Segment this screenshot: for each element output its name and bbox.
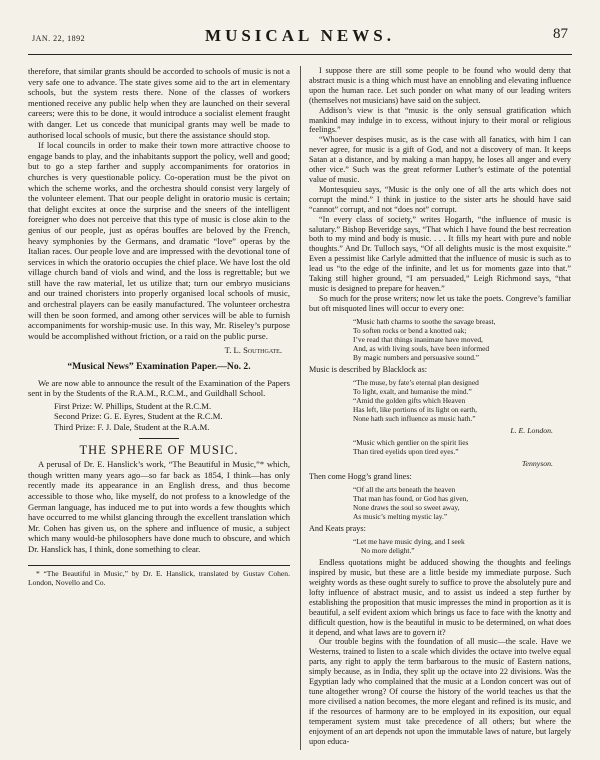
verse-line: No more delight.” — [361, 546, 415, 556]
verse-line: “Amid the golden gifts which Heaven — [353, 395, 466, 405]
right-column — [309, 66, 571, 750]
prize-item: First Prize: W. Phillips, Student at the R.C.M. — [54, 400, 212, 411]
article-paragraph: Endless quotations might be adduced showing the thoughts and feelings inspired by music, but these are a little beside my immediate purpose. Such weighty words as these ought surely to suffice to prove the absolutely pure and lofty influence of abstract music, and to assist us indeed a step further by establishing the proposition that music impresses the mind in proportion as it is beautiful, a self evident axiom which brings us face to face with the knotty and difficult question, how is the beautiful in music to be determined, on what does it depend, and what laws are to govern it? — [309, 558, 571, 637]
verse-line: As music’s melting mystic lay.” — [353, 512, 448, 522]
verse-tennyson — [353, 438, 571, 456]
footnote-rule — [28, 565, 290, 566]
verse-intro: Music is described by Blacklock as: — [309, 364, 428, 374]
article-paragraph: “Whoever despises music, as is the case with all fanatics, with him I can never agree, for music is a gift of God, and not a discovery of man. It keeps Satan at a distance, and by making a man happy, he loses all anger and every other vice.” Such was the great reformer Luther’s estimate of the potential value of music. — [309, 135, 571, 184]
article-paragraph: I suppose there are still some people to be found who would deny that abstract music is a thing which must have an ennobling and elevating influence upon the human race. Let such ponder on what many of our leading writers (themselves not musicians) have said on the subject. — [309, 66, 571, 105]
verse-line: “Music which gentlier on the spirit lies — [353, 438, 469, 448]
verse-attribution: L. E. London. — [510, 425, 553, 435]
verse-intro: Then come Hogg’s grand lines: — [309, 472, 412, 482]
article-paragraph: A perusal of Dr. E. Hanslick’s work, “The Beautiful in Music,”* which, though written many years ago—so far back as 1854, I think—has only recently made its appearance in an English dress, and thus become accessible to those who, like myself, do not profess to a knowledge of the German language, has induced me to put into words a few thoughts which have occurred to me whilst glancing through the excellent translation which Mr. Cohen has given us, on the sphere and influence of music, a subject which many would-be philosophers have done much to obscure, and which Dr. Hanslick has, I think, done something to clear. — [28, 459, 290, 554]
verse-line: By magic numbers and persuasive sound.” — [353, 352, 480, 362]
verse-line: Than tired eyelids upon tired eyes.” — [353, 447, 459, 457]
verse-line: To light, exalt, and humanise the mind.” — [353, 386, 472, 396]
article-title: THE SPHERE OF MUSIC. — [79, 442, 239, 457]
footnote: * “The Beautiful in Music,” by Dr. E. Hanslick, translated by Gustav Cohen. London, Novello and Co. — [28, 568, 290, 587]
verse-line: None hath such influence as music hath.” — [353, 413, 476, 423]
verse-line: I’ve read that things inanimate have moved, — [353, 334, 483, 344]
verse-congreve — [353, 317, 571, 362]
article-paragraph: Addison’s view is that “music is the only sensual gratification which mankind may indulge in to excess, without injury to their moral or religious feelings.” — [309, 105, 571, 135]
publication-title: MUSICAL NEWS. — [205, 26, 395, 45]
prize-list — [54, 401, 290, 433]
verse-line: “Let me have music dying, and I seek — [353, 537, 465, 547]
exam-heading: “Musical News” Examination Paper.—No. 2. — [67, 361, 251, 373]
verse-line: That man has found, or God has given, — [353, 494, 469, 504]
article-paragraph: Our trouble begins with the foundation of all music—the scale. Have we Westerns, trained to listen to a scale which divides the octave into twelve equal parts, any right to apply the term barbarous to the music of Eastern nations, simply because, as in India, they split up the octave into 22 divisions. Was the Egyptian lady who complained that the music at a London concert was out of tune altogether wrong? Of course the history of the world teaches us that the more civilised a nation becomes, the more elegant and refined is its music, and if the resources of harmony are to be employed in its exposition, our equal temperament system must take precedence of all others; but where the enjoyment of an art depends not upon the immutable laws of nature, but largely upon educa- — [309, 637, 571, 746]
verse-line: “Of all the arts beneath the heaven — [353, 485, 456, 495]
article-paragraph: therefore, that similar grants should be accorded to schools of music is not a very safe one to advance. The state gives some aid to the art in elementary schools, but the system rests there. None of the classes of workers mentioned receive any public help when they are launched on their several careers; were this to be done, it would introduce a socialist element fraught with danger. Let us concede that municipal grants may well be made to authorised local schools of music, but there the assistance should stop. — [28, 66, 290, 140]
verse-blacklock — [353, 378, 571, 423]
verse-hogg — [353, 485, 571, 521]
issue-date: JAN. 22, 1892 — [32, 34, 86, 43]
author-signature: T. L. Southgate. — [224, 345, 282, 356]
exam-intro: We are now able to announce the result of the Examination of the Papers sent in by the Students of the R.A.M., R.C.M., and Guildhall School. — [28, 377, 290, 399]
verse-line: To soften rocks or bend a knotted oak; — [353, 325, 467, 335]
verse-line: “The muse, by fate’s eternal plan designed — [353, 377, 479, 387]
verse-keats — [353, 537, 571, 555]
prize-item: Third Prize: F. J. Dale, Student at the R.A.M. — [54, 422, 210, 432]
left-column — [28, 66, 290, 750]
verse-intro: And Keats prays: — [309, 524, 366, 534]
article-paragraph: Montesquieu says, “Music is the only one of all the arts which does not corrupt the mind.” I think in justice to the sister arts he should have said “cannot” corrupt, and not “does not” corrupt. — [309, 184, 571, 214]
verse-attribution: Tennyson. — [521, 459, 553, 469]
page-header — [32, 22, 568, 52]
verse-line: Has left, like portions of its light on earth, — [353, 404, 477, 414]
page-number: 87 — [553, 26, 568, 42]
article-paragraph: If local councils in order to make their town more attractive choose to engage bands to play, and the inhabitants support the policy, well and good; but to go a step farther and supply accompaniments for oratorios in churches is very questionable policy. Co-operation must be the pivot on which the scheme works, and the orchestra should consist very largely of the volunteer element. That our people delight in oratorio music is certain; that delight excites at once the surprise and the sneers of the intelligent foreigner who does not perceive that this type of music is close akin to the genius of our people, just as opéras bouffes are beloved by the French, heavy symphonies by the Germans, and dramatic “love” operas by the Italian races. Our people love and are impressed with the devotional tone of services in which the oratorio occupies the chief place. We have lost the old village church band of viols and wind, and the loss is regrettable; but we still have the raw material, let us utilize that; turn our embryo musicians and our trained choristers into properly organised local schools of music, and orchestral players can be easily manufactured. The volunteer orchestra will then be soon formed, and among other services will be able to furnish accompaniments for worship-music use. In this way, Mr. Riseley’s purpose would be accomplished without friction, or a raid on the public purse. — [28, 140, 290, 341]
header-rule — [28, 54, 572, 55]
column-divider — [300, 66, 301, 750]
verse-line: None draws the soul so sweet away, — [353, 503, 460, 513]
article-paragraph: So much for the prose writers; now let us take the poets. Congreve’s familiar but oft misquoted lines will occur to every one: — [309, 293, 571, 313]
verse-line: “Music hath charms to soothe the savage breast, — [353, 316, 496, 326]
article-paragraph: “In every class of society,” writes Hogarth, “the influence of music is salutary.” Bishop Beveridge says, “That which I have found the best recreation both to my mind and body is music. . . . It fills my heart with pure and noble thoughts.” And Dr. Tulloch says, “Of all delights music is the most exquisite.” Even a pessimist like Carlyle admitted that the influence of music is such as to lead us “to the edge of the infinite, and let us for moments gaze into that.” Taking still higher ground, “I am persuaded,” Leigh Richmond says, “that music is designed to prepare for heaven.” — [309, 214, 571, 293]
section-rule — [139, 438, 179, 439]
verse-line: And, as with living souls, have been informed — [353, 343, 490, 353]
prize-item: Second Prize: G. E. Eyres, Student at the R.C.M. — [54, 411, 223, 422]
